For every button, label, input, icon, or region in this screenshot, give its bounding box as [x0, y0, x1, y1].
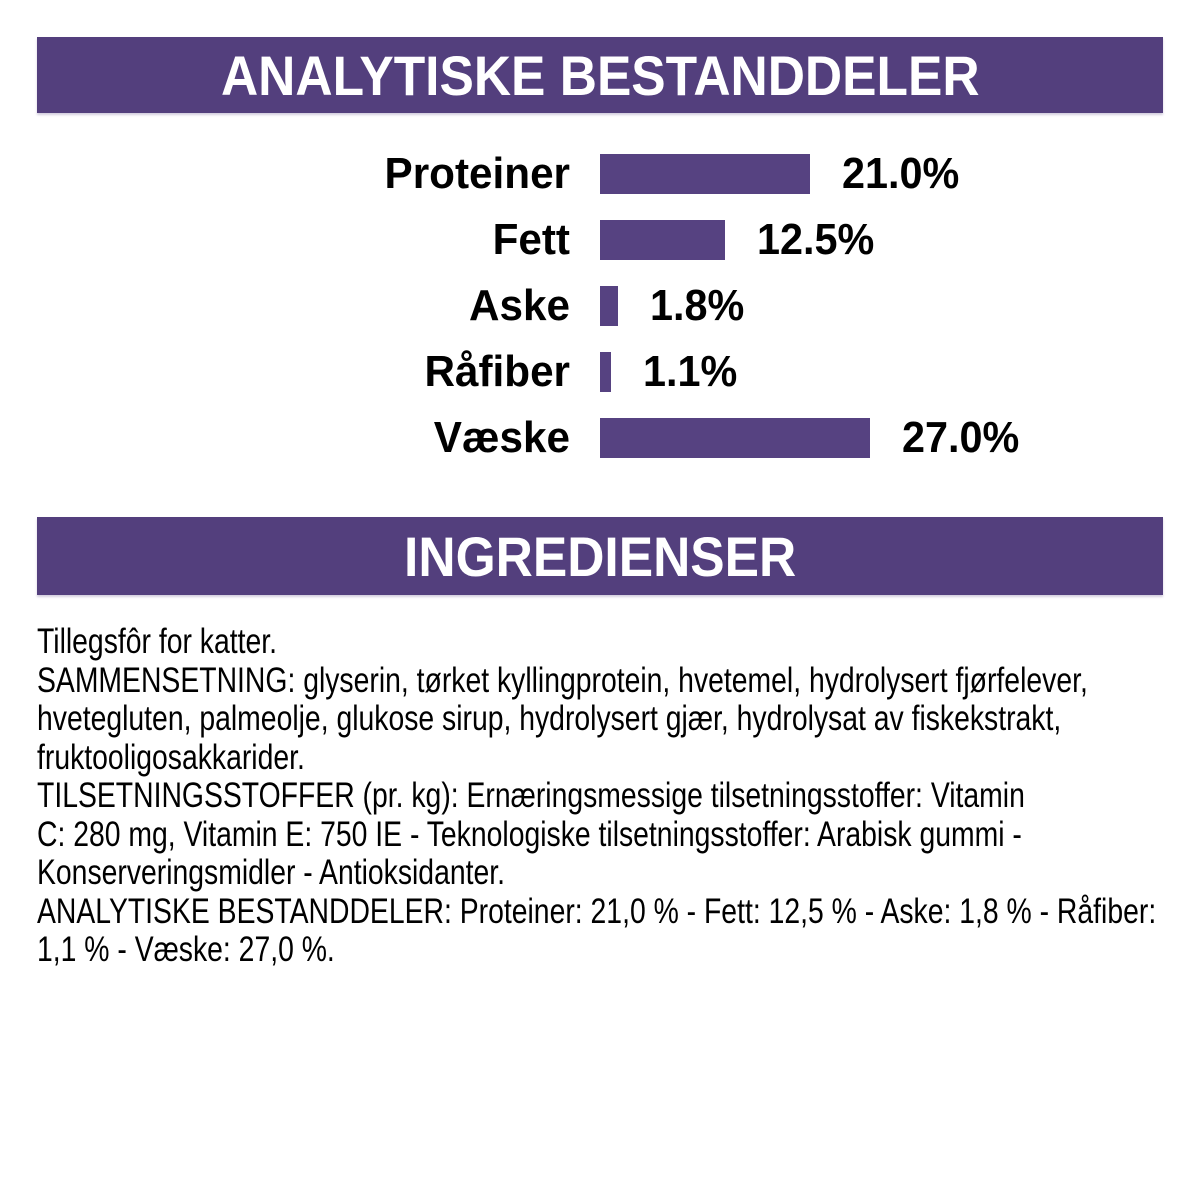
ingredients-text-line: C: 280 mg, Vitamin E: 750 IE - Teknologiske tilsetningsstoffer: Arabisk gummi -: [37, 814, 1022, 854]
ingredients-text-line: 1,1 % - Væske: 27,0 %.: [37, 930, 335, 969]
ingredients-text-line: Tillegsfôr for katter.: [37, 622, 278, 661]
chart-bar: [600, 352, 611, 392]
chart-bar: [600, 418, 870, 458]
ingredients-text-block: [37, 623, 1163, 970]
ingredients-text-line: TILSETNINGSSTOFFER (pr. kg): Ernæringsmessige tilsetningsstoffer: Vitamin: [37, 776, 1025, 815]
chart-value-label: 21.0%: [842, 149, 960, 198]
ingredients-text-line: hvetegluten, palmeolje, glukose sirup, hydrolysert gjær, hydrolysat av fiskekstrakt,: [37, 699, 1062, 738]
analytical-section-title: ANALYTISKE BESTANDDELER: [220, 43, 980, 107]
ingredients-text-line: ANALYTISKE BESTANDDELER: Proteiner: 21,0 % - Fett: 12,5 % - Aske: 1,8 % - Råfiber:: [37, 891, 1157, 931]
chart-row: [0, 339, 1200, 405]
chart-category-label: Aske: [469, 281, 570, 330]
chart-row: [0, 273, 1200, 339]
ingredients-text-line: Konserveringsmidler - Antioksidanter.: [37, 853, 506, 892]
ingredients-text-line: SAMMENSETNING: glyserin, tørket kyllingprotein, hvetemel, hydrolysert fjørfelever,: [37, 660, 1088, 700]
chart-bar: [600, 286, 618, 326]
chart-value-label: 1.8%: [650, 281, 745, 330]
chart-bar: [600, 154, 810, 194]
analytical-constituents-bar-chart: [0, 141, 1200, 471]
chart-row: [0, 141, 1200, 207]
ingredients-section-banner: [37, 517, 1163, 595]
chart-category-label: Råfiber: [424, 347, 570, 396]
chart-value-label: 1.1%: [643, 347, 738, 396]
chart-value-label: 12.5%: [757, 215, 875, 264]
chart-row: [0, 405, 1200, 471]
ingredients-text-line: fruktooligosakkarider.: [37, 737, 305, 777]
chart-bar: [600, 220, 725, 260]
analytical-section-banner: [37, 37, 1163, 113]
chart-row: [0, 207, 1200, 273]
ingredients-section-title: INGREDIENSER: [403, 524, 797, 588]
chart-category-label: Væske: [433, 413, 570, 462]
chart-value-label: 27.0%: [902, 413, 1020, 462]
chart-category-label: Proteiner: [384, 149, 570, 198]
chart-category-label: Fett: [492, 215, 570, 264]
